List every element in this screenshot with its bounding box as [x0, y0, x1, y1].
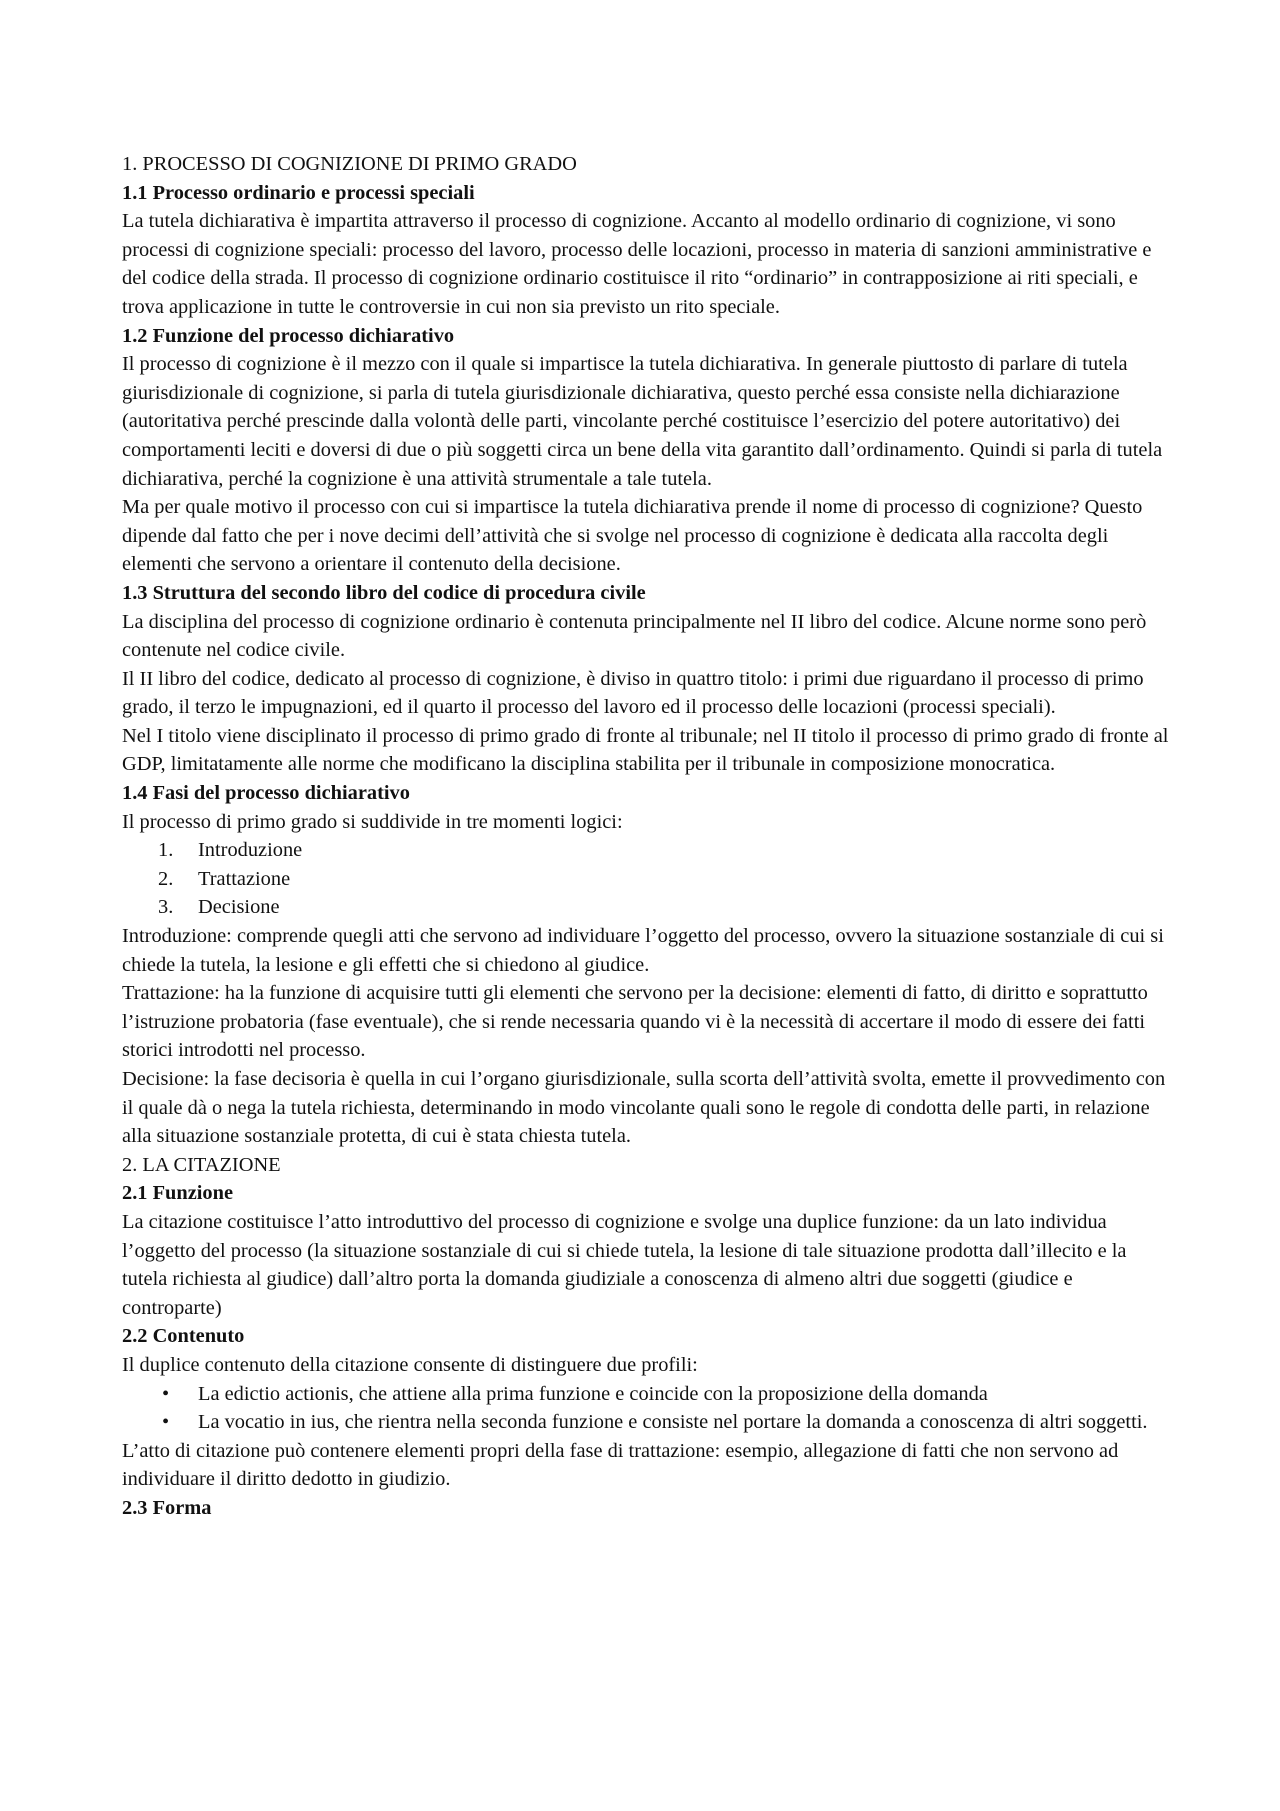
list-marker: 2.	[158, 867, 174, 890]
paragraph: La citazione costituisce l’atto introduttivo del processo di cognizione e svolge una duplice funzione: da un lato individua l’oggetto del processo (la situazione sostanziale di cui si chiede tutela, la lesione di tale situazione prodotta dall’illecito e la tutela richiesta al giudice) dall’altro porta la domanda giudiziale a conoscenza di almeno altri due soggetti (giudice e controparte)	[122, 1210, 1127, 1319]
list-item-text: Decisione	[198, 896, 280, 919]
list-item	[122, 1408, 1172, 1437]
bullet-icon: •	[162, 1382, 170, 1405]
paragraph: La tutela dichiarativa è impartita attraverso il processo di cognizione. Accanto al modello ordinario di cognizione, vi sono processi di cognizione speciali: processo del lavoro, processo delle locazioni, processo in materia di sanzioni amministrative e del codice della strada. Il processo di cognizione ordinario costituisce il rito “ordinario” in contrapposizione ai riti speciali, e trova applicazione in tutte le controversie in cui non sia previsto un rito speciale.	[122, 210, 1152, 318]
paragraph: La disciplina del processo di cognizione ordinario è contenuta principalmente nel II libro del codice. Alcune norme sono però contenute nel codice civile.	[122, 610, 1147, 662]
paragraph: Il processo di primo grado si suddivide in tre momenti logici:	[122, 810, 623, 833]
section-2-2-heading: 2.2 Contenuto	[122, 1325, 245, 1348]
list-item-text: Trattazione	[198, 867, 291, 890]
paragraph: Trattazione: ha la funzione di acquisire tutti gli elementi che servono per la decisione: elementi di fatto, di diritto e soprattutto l’istruzione probatoria (fase eventuale), che si rende necessaria quando vi è la necessità di accertare il modo di essere dei fatti storici introdotti nel processo.	[122, 982, 1148, 1062]
section-2-heading: 2. LA CITAZIONE	[122, 1153, 281, 1176]
section-2-3-heading: 2.3 Forma	[122, 1496, 212, 1519]
section-1-2-heading: 1.2 Funzione del processo dichiarativo	[122, 324, 455, 347]
list-item-text: La vocatio in ius, che rientra nella seconda funzione e consiste nel portare la domanda a conoscenza di altri soggetti.	[198, 1411, 1148, 1434]
section-1-heading: 1. PROCESSO DI COGNIZIONE DI PRIMO GRADO	[122, 153, 577, 175]
bullet-list	[122, 1380, 1172, 1437]
list-item-text: La edictio actionis, che attiene alla prima funzione e coincide con la proposizione della domanda	[198, 1382, 988, 1405]
list-item	[122, 836, 1172, 865]
section-1-3-heading: 1.3 Struttura del secondo libro del codice di procedura civile	[122, 581, 646, 604]
list-item	[122, 865, 1172, 894]
paragraph: Nel I titolo viene disciplinato il processo di primo grado di fronte al tribunale; nel II titolo il processo di primo grado di fronte al GDP, limitatamente alle norme che modificano la disciplina stabilita per il tribunale in composizione monocratica.	[122, 724, 1169, 776]
list-item	[122, 1380, 1172, 1409]
section-2-1-heading: 2.1 Funzione	[122, 1182, 234, 1205]
document-body	[122, 150, 1172, 1523]
paragraph: Introduzione: comprende quegli atti che servono ad individuare l’oggetto del processo, ovvero la situazione sostanziale di cui si chiede la tutela, la lesione e gli effetti che si chiedono al giudice.	[122, 925, 1164, 976]
list-marker: 1.	[158, 839, 174, 862]
paragraph: L’atto di citazione può contenere elementi propri della fase di trattazione: esempio, allegazione di fatti che non servono ad individuare il diritto dedotto in giudizio.	[122, 1439, 1119, 1491]
numbered-list	[122, 836, 1172, 922]
paragraph: Ma per quale motivo il processo con cui si impartisce la tutela dichiarativa prende il nome di processo di cognizione? Questo dipende dal fatto che per i nove decimi dell’attività che si svolge nel processo di cognizione è dedicata alla raccolta degli elementi che servono a orientare il contenuto della decisione.	[122, 496, 1143, 576]
paragraph: Il duplice contenuto della citazione consente di distinguere due profili:	[122, 1353, 698, 1376]
paragraph: Il II libro del codice, dedicato al processo di cognizione, è diviso in quattro titolo: i primi due riguardano il processo di primo grado, il terzo le impugnazioni, ed il quarto il processo del lavoro ed il processo delle locazioni (processi speciali).	[122, 667, 1144, 719]
section-1-4-heading: 1.4 Fasi del processo dichiarativo	[122, 782, 410, 805]
section-1-1-heading: 1.1 Processo ordinario e processi speciali	[122, 181, 475, 204]
list-item-text: Introduzione	[198, 839, 303, 862]
list-item	[122, 893, 1172, 922]
bullet-icon: •	[162, 1411, 170, 1434]
paragraph: Il processo di cognizione è il mezzo con il quale si impartisce la tutela dichiarativa. In generale piuttosto di parlare di tutela giurisdizionale di cognizione, si parla di tutela giurisdizionale dichiarativa, questo perché essa consiste nella dichiarazione (autoritativa perché prescinde dalla volontà delle parti, vincolante perché costituisce l’esercizio del potere autoritativo) dei comportamenti leciti e doversi di due o più soggetti circa un bene della vita garantito dall’ordinamento. Quindi si parla di tutela dichiarativa, perché la cognizione è una attività strumentale a tale tutela.	[122, 353, 1163, 490]
list-marker: 3.	[158, 896, 174, 919]
paragraph: Decisione: la fase decisoria è quella in cui l’organo giurisdizionale, sulla scorta dell’attività svolta, emette il provvedimento con il quale dà o nega la tutela richiesta, determinando in modo vincolante quali sono le regole di condotta delle parti, in relazione alla situazione sostanziale protetta, di cui è stata chiesta tutela.	[122, 1068, 1166, 1148]
